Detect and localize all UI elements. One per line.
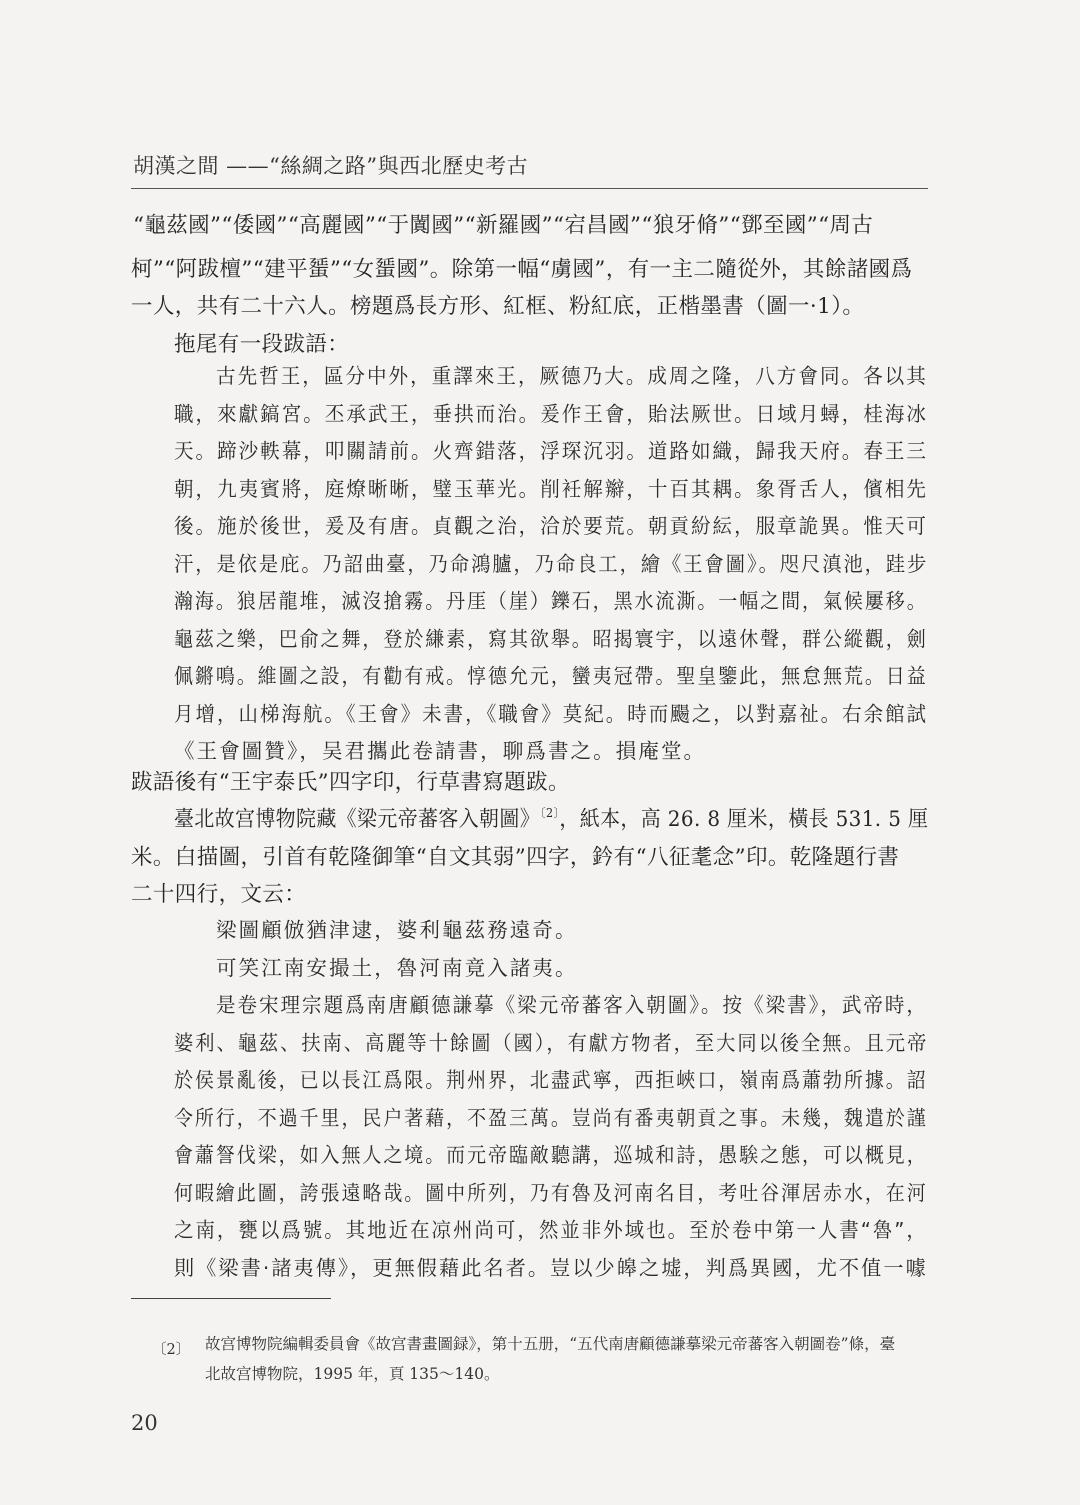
quote-line: 瀚海。狼居龍堆，滅沒搶霧。丹厓（崖）鑠石，黑水流澌。一幅之間，氣候屢移。 [174, 589, 928, 613]
header-rule [131, 188, 928, 189]
footnote-marker: 〔2〕 [152, 1342, 191, 1358]
quote-line: 汗，是依是庇。乃詔曲臺，乃命鴻臚，乃命良工，繪《王會圖》。咫尺滇池，跬步 [174, 552, 929, 576]
quote-line: 職，來獻鎬宮。丕承武王，垂拱而治。爰作王會，貽法厥世。日域月蟳，桂海冰 [174, 402, 928, 426]
footnote-rule [131, 1298, 331, 1299]
quote-line: 天。蹄沙軼幕，叩關請前。火齊錯落，浮琛沉羽。道路如織，歸我天府。春王三 [174, 439, 928, 463]
page-number: 20 [131, 1411, 158, 1435]
footnote-line: 北故宫博物院，1995 年，頁 135～140。 [205, 1365, 500, 1383]
quote-line: 令所行，不過千里，民户著藉，不盈三萬。豈尚有番夷朝貢之事。未幾，魏遣於謹 [174, 1106, 928, 1130]
body-line: 一人，共有二十六人。榜題爲長方形、紅框、粉紅底，正楷墨書（圖一·1）。 [131, 294, 865, 319]
quote-line: 《王會圖贊》，吴君攜此卷請書，聊爲書之。損庵堂。 [174, 739, 707, 763]
quote-line: 是卷宋理宗題爲南唐顧德謙摹《梁元帝蕃客入朝圖》。按《梁書》，武帝時， [216, 993, 928, 1017]
quote-line: 可笑江南安撮土，魯河南竟入諸夷。 [216, 956, 578, 980]
quote-line: 婆利、龜茲、扶南、高麗等十餘圖（國），有獻方物者，至大同以後全無。且元帝 [174, 1031, 929, 1055]
quote-line: 佩鏘鳴。維圖之設，有勸有戒。惇德允元，蠻夷冠帶。聖皇鑒此，無怠無荒。日益 [174, 664, 928, 688]
footnote-line: 故宫博物院編輯委員會《故宫書畫圖録》，第十五册，“五代南唐顧德謙摹梁元帝蕃客入朝圖卷”條，臺 [205, 1335, 896, 1353]
quote-line: 會蕭詧伐梁，如入無人之境。而元帝臨敵聽講，巡城和詩，愚騃之態，可以概見， [174, 1143, 928, 1167]
body-line: 柯”“阿跋檀”“建平蜑”“女蜑國”。除第一幅“虜國”，有一主二隨從外，其餘諸國爲 [131, 257, 913, 282]
quote-line: 後。施於後世，爰及有唐。貞觀之治，洽於要荒。朝貢紛紜，服章詭異。惟天可 [174, 514, 928, 538]
quote-line: 古先哲王，區分中外，重譯來王，厥德乃大。成周之隆，八方會同。各以其 [216, 364, 928, 388]
body-line: “龜茲國”“倭國”“高麗國”“于闐國”“新羅國”“宕昌國”“狼牙脩”“鄧至國”“周古 [133, 213, 874, 238]
footnote-reference[interactable]: 〔2〕 [540, 806, 560, 820]
body-line: 拖尾有一段跋語： [174, 332, 350, 357]
quote-line: 朝，九夷賓將，庭燎晰晰，璧玉華光。削衽解辮，十百其耦。象胥舌人，儐相先 [174, 477, 928, 501]
body-line: 跋語後有“王宇泰氏”四字印，行草書寫題跋。 [131, 770, 570, 795]
quote-line: 於侯景亂後，已以長江爲限。荆州界，北盡武寧，西拒峽口，嶺南爲蕭勃所據。詔 [174, 1068, 928, 1092]
quote-line: 梁圖顧倣猶津逮，婆利龜茲務遠奇。 [216, 918, 578, 942]
quote-line: 則《梁書·諸夷傳》，更無假藉此名者。豈以少皞之墟，判爲異國，尤不值一噱 [174, 1256, 928, 1280]
body-line: 臺北故宫博物院藏《梁元帝蕃客入朝圖》$^{〔2〕}$，紙本，高 26. 8 厘米，橫長 531. 5 厘 [174, 806, 929, 832]
body-line: 二十四行，文云： [131, 882, 307, 907]
quote-line: 何暇繪此圖，誇張遠略哉。圖中所列，乃有魯及河南名目，考吐谷渾居赤水，在河 [174, 1181, 928, 1205]
body-line: 米。白描圖，引首有乾隆御筆“自文其弱”四字，鈐有“八征耄念”印。乾隆題行書 [131, 845, 900, 870]
running-head: 胡漢之間 ——“絲綢之路”與西北歷史考古 [133, 154, 529, 178]
quote-line: 之南，甕以爲號。其地近在凉州尚可，然並非外域也。至於卷中第一人書“魯”， [174, 1218, 928, 1242]
quote-line: 月增，山梯海航。《王會》未書，《職會》莫紀。時而颺之，以對嘉祉。右余館試 [174, 702, 929, 726]
quote-line: 龜茲之樂，巴俞之舞，登於縑素，寫其欲舉。昭揭寰宇，以遠休聲，群公縱觀，劍 [174, 627, 928, 651]
